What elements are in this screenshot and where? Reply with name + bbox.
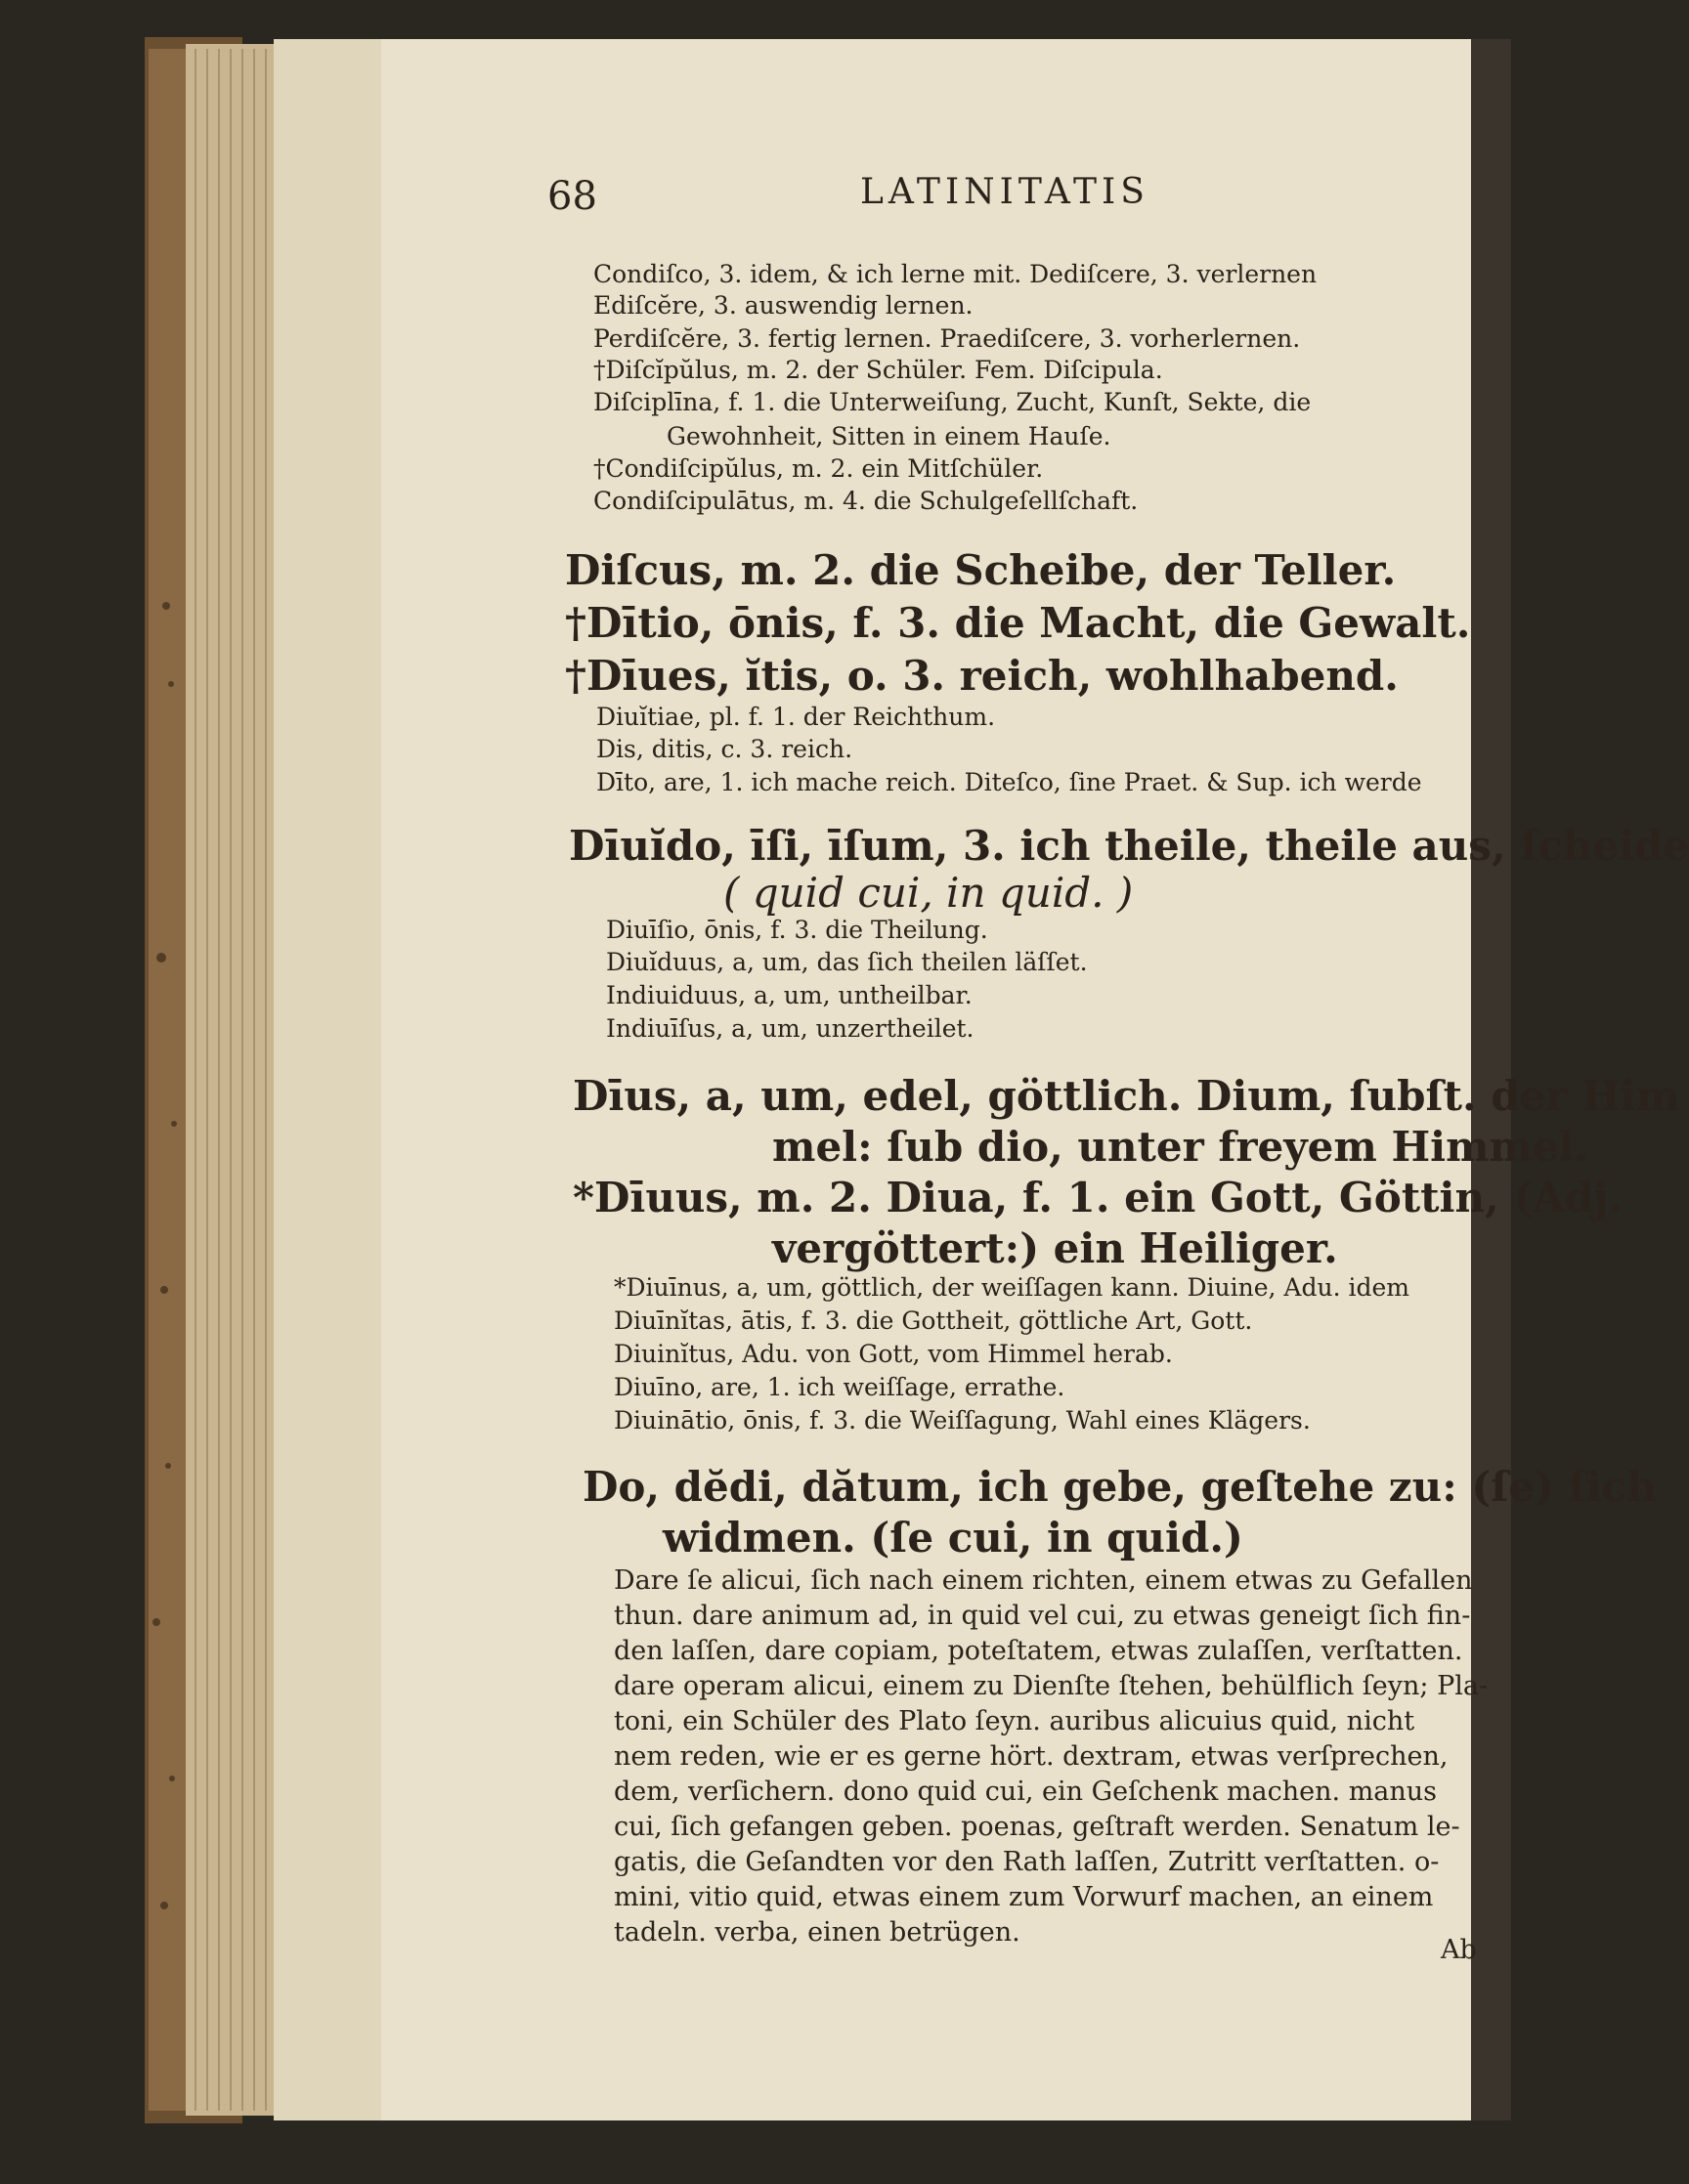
dictionary-line: Dis, ditis, c. 3. reich. [596,735,853,763]
headword-line: ( quid cui, in quid. ) [723,869,1134,917]
dictionary-line: thun. dare animum ad, in quid vel cui, zu etwas geneigt ſich fin- [614,1601,1471,1631]
dictionary-line: Ediſcĕre, 3. auswendig lernen. [593,291,974,320]
dictionary-line: Diuīno, are, 1. ich weiſſage, errathe. [614,1373,1065,1401]
dictionary-line: gatis, die Geſandten vor den Rath laſſen, Zutritt verſtatten. o- [614,1847,1440,1877]
catchword: Ab [1441,1935,1477,1965]
dictionary-line: Diuīſio, ōnis, f. 3. die Theilung. [606,916,988,944]
page-number: 68 [547,174,597,219]
headword-line: widmen. (ſe cui, in quid.) [663,1514,1243,1562]
dictionary-line: mini, vitio quid, etwas einem zum Vorwurf machen, an einem [614,1882,1434,1912]
headword-line: †Dīues, ĭtis, o. 3. reich, wohlhabend. [565,652,1399,700]
dictionary-line: cui, ſich gefangen geben. poenas, geſtraft werden. Senatum le- [614,1812,1460,1842]
dictionary-line: Gewohnheit, Sitten in einem Hauſe. [667,422,1111,450]
headword-line: Do, dĕdi, dătum, ich gebe, geſtehe zu: (ſe) ſich [583,1463,1657,1511]
dictionary-line: Perdiſcĕre, 3. fertig lernen. Praediſcere, 3. vorherlernen. [593,324,1301,353]
dictionary-line: Indiuiduus, a, um, untheilbar. [606,981,973,1009]
dictionary-line: toni, ein Schüler des Plato ſeyn. auribus alicuius quid, nicht [614,1706,1415,1736]
headword-line: Dīus, a, um, edel, göttlich. Dium, ſubſt. der Him [573,1072,1680,1120]
headword-line: †Dītio, ōnis, f. 3. die Macht, die Gewalt. [565,599,1471,647]
dictionary-line: Diuinĭtus, Adu. von Gott, vom Himmel herab. [614,1340,1173,1368]
headword-line: *Dīuus, m. 2. Diua, f. 1. ein Gott, Göttin, (Adj. [573,1174,1623,1221]
dictionary-line: Diuĭduus, a, um, das ſich theilen läſſet. [606,948,1088,976]
dictionary-line: Diſciplīna, f. 1. die Unterweiſung, Zucht, Kunſt, Sekte, die [593,388,1312,416]
dictionary-line: dare operam alicui, einem zu Dienſte ſtehen, behülflich ſeyn; Pla- [614,1671,1489,1701]
dictionary-line: Diuinātio, ōnis, f. 3. die Weiſſagung, Wahl eines Klägers. [614,1406,1311,1435]
dictionary-line: Indiuīſus, a, um, unzertheilet. [606,1014,974,1043]
dictionary-line: *Diuīnus, a, um, göttlich, der weiſſagen kann. Diuine, Adu. idem [614,1273,1409,1302]
headword-line: mel: ſub dio, unter freyem Himmel. [772,1123,1589,1171]
headword-line: vergöttert:) ein Heiliger. [772,1224,1338,1272]
dictionary-line: dem, verſichern. dono quid cui, ein Geſchenk machen. manus [614,1777,1438,1807]
dictionary-line: Diuīnĭtas, ātis, f. 3. die Gottheit, göttliche Art, Gott. [614,1306,1253,1335]
dictionary-line: Dare ſe alicui, ſich nach einem richten, einem etwas zu Gefallen [614,1565,1473,1596]
dictionary-line: Condiſco, 3. idem, & ich lerne mit. Dediſcere, 3. verlernen [593,260,1318,288]
dictionary-line: nem reden, wie er es gerne hört. dextram, etwas verſprechen, [614,1741,1449,1772]
dictionary-line: Diuĭtiae, pl. f. 1. der Reichthum. [596,703,996,731]
running-head: LATINITATIS [860,172,1149,212]
headword-line: Dīuĭdo, īſi, īſum, 3. ich theile, theile aus, ſcheide [569,822,1689,870]
dictionary-line: †Diſcĭpŭlus, m. 2. der Schüler. Fem. Diſcipula. [593,356,1163,384]
headword-line: Diſcus, m. 2. die Scheibe, der Teller. [565,546,1397,594]
dictionary-line: Condiſcipulātus, m. 4. die Schulgeſellſchaft. [593,487,1139,515]
dictionary-line: den laſſen, dare copiam, poteſtatem, etwas zulaſſen, verſtatten. [614,1636,1463,1666]
dictionary-line: tadeln. verba, einen betrügen. [614,1917,1020,1948]
dictionary-line: Dīto, are, 1. ich mache reich. Diteſco, ſine Praet. & Sup. ich werde [596,768,1422,796]
dictionary-line: †Condiſcipŭlus, m. 2. ein Mitſchüler. [593,454,1044,483]
